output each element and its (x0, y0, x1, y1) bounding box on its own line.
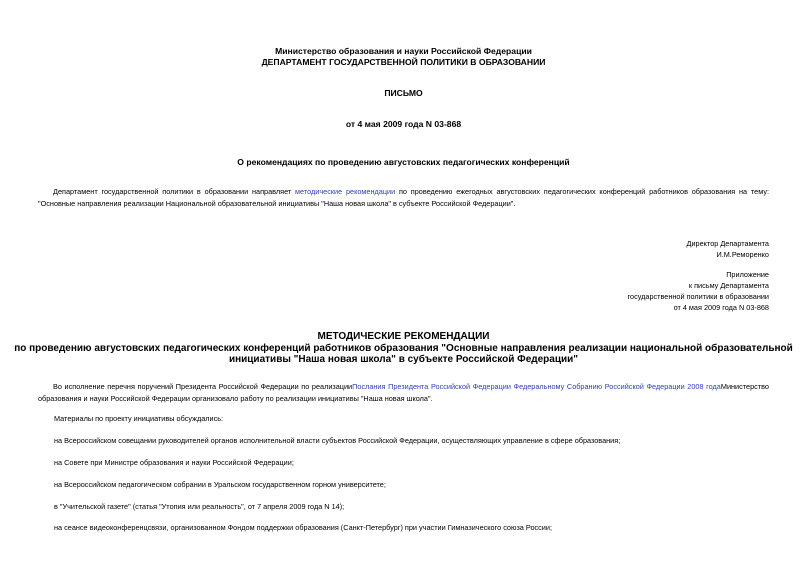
signature-name: И.М.Реморенко (716, 250, 769, 259)
recommendations-title: МЕТОДИЧЕСКИЕ РЕКОМЕНДАЦИИ (317, 331, 490, 342)
appendix-line-3: государственной политики в образовании (627, 292, 769, 301)
body-p1-before: Во исполнение перечня поручений Президента Российской Федерации по реализации (53, 382, 353, 391)
ministry-name: Министерство образования и науки Российской Федерации (275, 46, 532, 56)
document-subject: О рекомендациях по проведению августовских педагогических конференций (237, 157, 570, 167)
list-item: на Совете при Министре образования и науки Российской Федерации; (54, 458, 294, 467)
document-type: ПИСЬМО (384, 88, 423, 98)
intro-text-after: по проведению ежегодных августовских педагогических конференций работников образования на тему: "Основные направления реализации Национальной образовательной инициативы "Наша новая школа" в субъекте Российской Федерации". (38, 187, 769, 208)
department-name: ДЕПАРТАМЕНТ ГОСУДАРСТВЕННОЙ ПОЛИТИКИ В ОБРАЗОВАНИИ (261, 57, 546, 67)
appendix-line-1: Приложение (726, 270, 769, 279)
appendix-line-2: к письму Департамента (688, 281, 769, 290)
list-item: в "Учительской газете" (статья "Утопия или реальность", от 7 апреля 2009 года N 14); (54, 502, 345, 511)
document-date-number: от 4 мая 2009 года N 03-868 (345, 119, 462, 129)
recommendations-link[interactable]: методические рекомендации (295, 187, 396, 196)
body-paragraph-2: Материалы по проекту инициативы обсуждались: (54, 414, 224, 423)
body-p1-after: Министерство образования и науки Российской Федерации организовало работу по реализации инициативы "Наша новая школа". (38, 382, 769, 403)
presidential-address-link[interactable]: Послания Президента Российской Федерации Федеральному Собранию Российской Федерации 2008 года (352, 382, 721, 391)
intro-paragraph (38, 186, 769, 209)
appendix-line-4: от 4 мая 2009 года N 03-868 (673, 303, 769, 312)
list-item: на Всероссийском совещании руководителей органов исполнительной власти субъектов Российской Федерации, осуществляющих управление в сфере образования; (54, 436, 621, 445)
recommendations-subtitle-line-1: по проведению августовских педагогических конференций работников образования "Основные направления реализации национальной образовательной (14, 343, 793, 354)
list-item: на сеансе видеоконференцсвязи, организованном Фондом поддержки образования (Санкт-Петербург) при участии Гимназического союза России; (54, 523, 552, 532)
body-paragraph-1 (38, 381, 769, 404)
signature-position: Директор Департамента (686, 239, 769, 248)
intro-text-before: Департамент государственной политики в образовании направляет (53, 187, 296, 196)
recommendations-subtitle-line-2: инициативы "Наша новая школа" в субъекте Российской Федерации" (228, 354, 579, 365)
list-item: на Всероссийском педагогическом собрании в Уральском государственном горном университете; (54, 480, 386, 489)
